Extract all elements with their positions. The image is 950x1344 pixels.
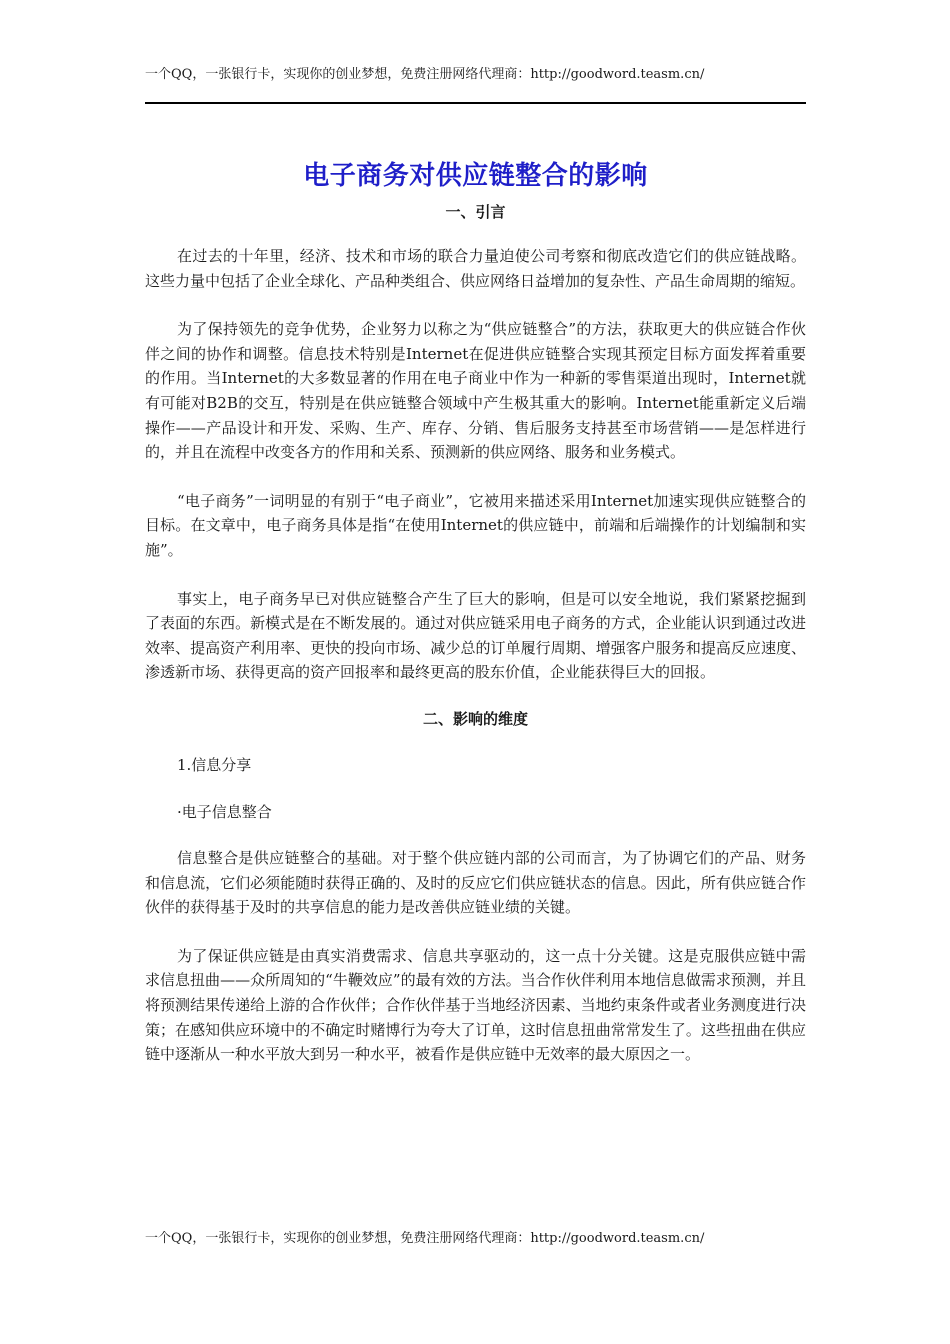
paragraph: 为了保证供应链是由真实消费需求、信息共享驱动的，这一点十分关键。这是克服供应链中需求信息扭曲——众所周知的“牛鞭效应”的最有效的方法。当合作伙伴利用本地信息做需求预测，并且将预测结果传递给上游的合作伙伴；合作伙伴基于当地经济因素、当地约束条件或者业务测度进行决策；在感知供应环境中的不确定时赌博行为夸大了订单，这时信息扭曲常常发生了。这些扭曲在供应链中逐渐从一种水平放大到另一种水平，被看作是供应链中无效率的最大原因之一。 xyxy=(145,946,806,1064)
paragraph: “电子商务”一词明显的有别于“电子商业”，它被用来描述采用Internet加速实现供应链整合的目标。在文章中，电子商务具体是指“在使用Internet的供应链中，前端和后端操作的计划编制和实施”。 xyxy=(145,491,806,559)
paragraph: 事实上，电子商务早已对供应链整合产生了巨大的影响，但是可以安全地说，我们紧紧挖掘到了表面的东西。新模式是在不断发展的。通过对供应链采用电子商务的方式，企业能认识到通过改进效率、提高资产利用率、更快的投向市场、减少总的订单履行周期、增强客户服务和提高反应速度、渗透新市场、获得更高的资产回报率和最终更高的股东价值，企业能获得巨大的回报。 xyxy=(145,589,806,682)
subsection-title: 1.信息分享 xyxy=(177,755,252,774)
page-footer: 一个QQ，一张银行卡，实现你的创业梦想，免费注册网络代理商：http://goodword.teasm.cn/ xyxy=(145,1231,705,1246)
header-divider xyxy=(145,102,806,104)
bullet-item: ·电子信息整合 xyxy=(177,802,272,821)
section-heading-dimensions: 二、影响的维度 xyxy=(422,709,528,728)
document-body xyxy=(145,158,806,1067)
paragraph: 信息整合是供应链整合的基础。对于整个供应链内部的公司而言，为了协调它们的产品、财务和信息流，它们必须能随时获得正确的、及时的反应它们供应链状态的信息。因此，所有供应链合作伙伴的获得基于及时的共享信息的能力是改善供应链业绩的关键。 xyxy=(145,849,806,917)
page-header: 一个QQ，一张银行卡，实现你的创业梦想，免费注册网络代理商：http://goodword.teasm.cn/ xyxy=(145,67,705,82)
section-heading-introduction: 一、引言 xyxy=(445,203,506,221)
paragraph: 为了保持领先的竞争优势，企业努力以称之为“供应链整合”的方法，获取更大的供应链合作伙伴之间的协作和调整。信息技术特别是Internet在促进供应链整合实现其预定目标方面发挥着重要的作用。当Internet的大多数显著的作用在电子商业中作为一种新的零售渠道出现时，Internet就有可能对B2B的交互，特别是在供应链整合领域中产生极其重大的影响。Internet能重新定义后端操作——产品设计和开发、采购、生产、库存、分销、售后服务支持甚至市场营销——是怎样进行的，并且在流程中改变各方的作用和关系、预测新的供应网络、服务和业务模式。 xyxy=(145,320,806,462)
paragraph: 在过去的十年里，经济、技术和市场的联合力量迫使公司考察和彻底改造它们的供应链战略。这些力量中包括了企业全球化、产品种类组合、供应网络日益增加的复杂性、产品生命周期的缩短。 xyxy=(145,247,806,290)
document-title: 电子商务对供应链整合的影响 xyxy=(303,161,648,191)
